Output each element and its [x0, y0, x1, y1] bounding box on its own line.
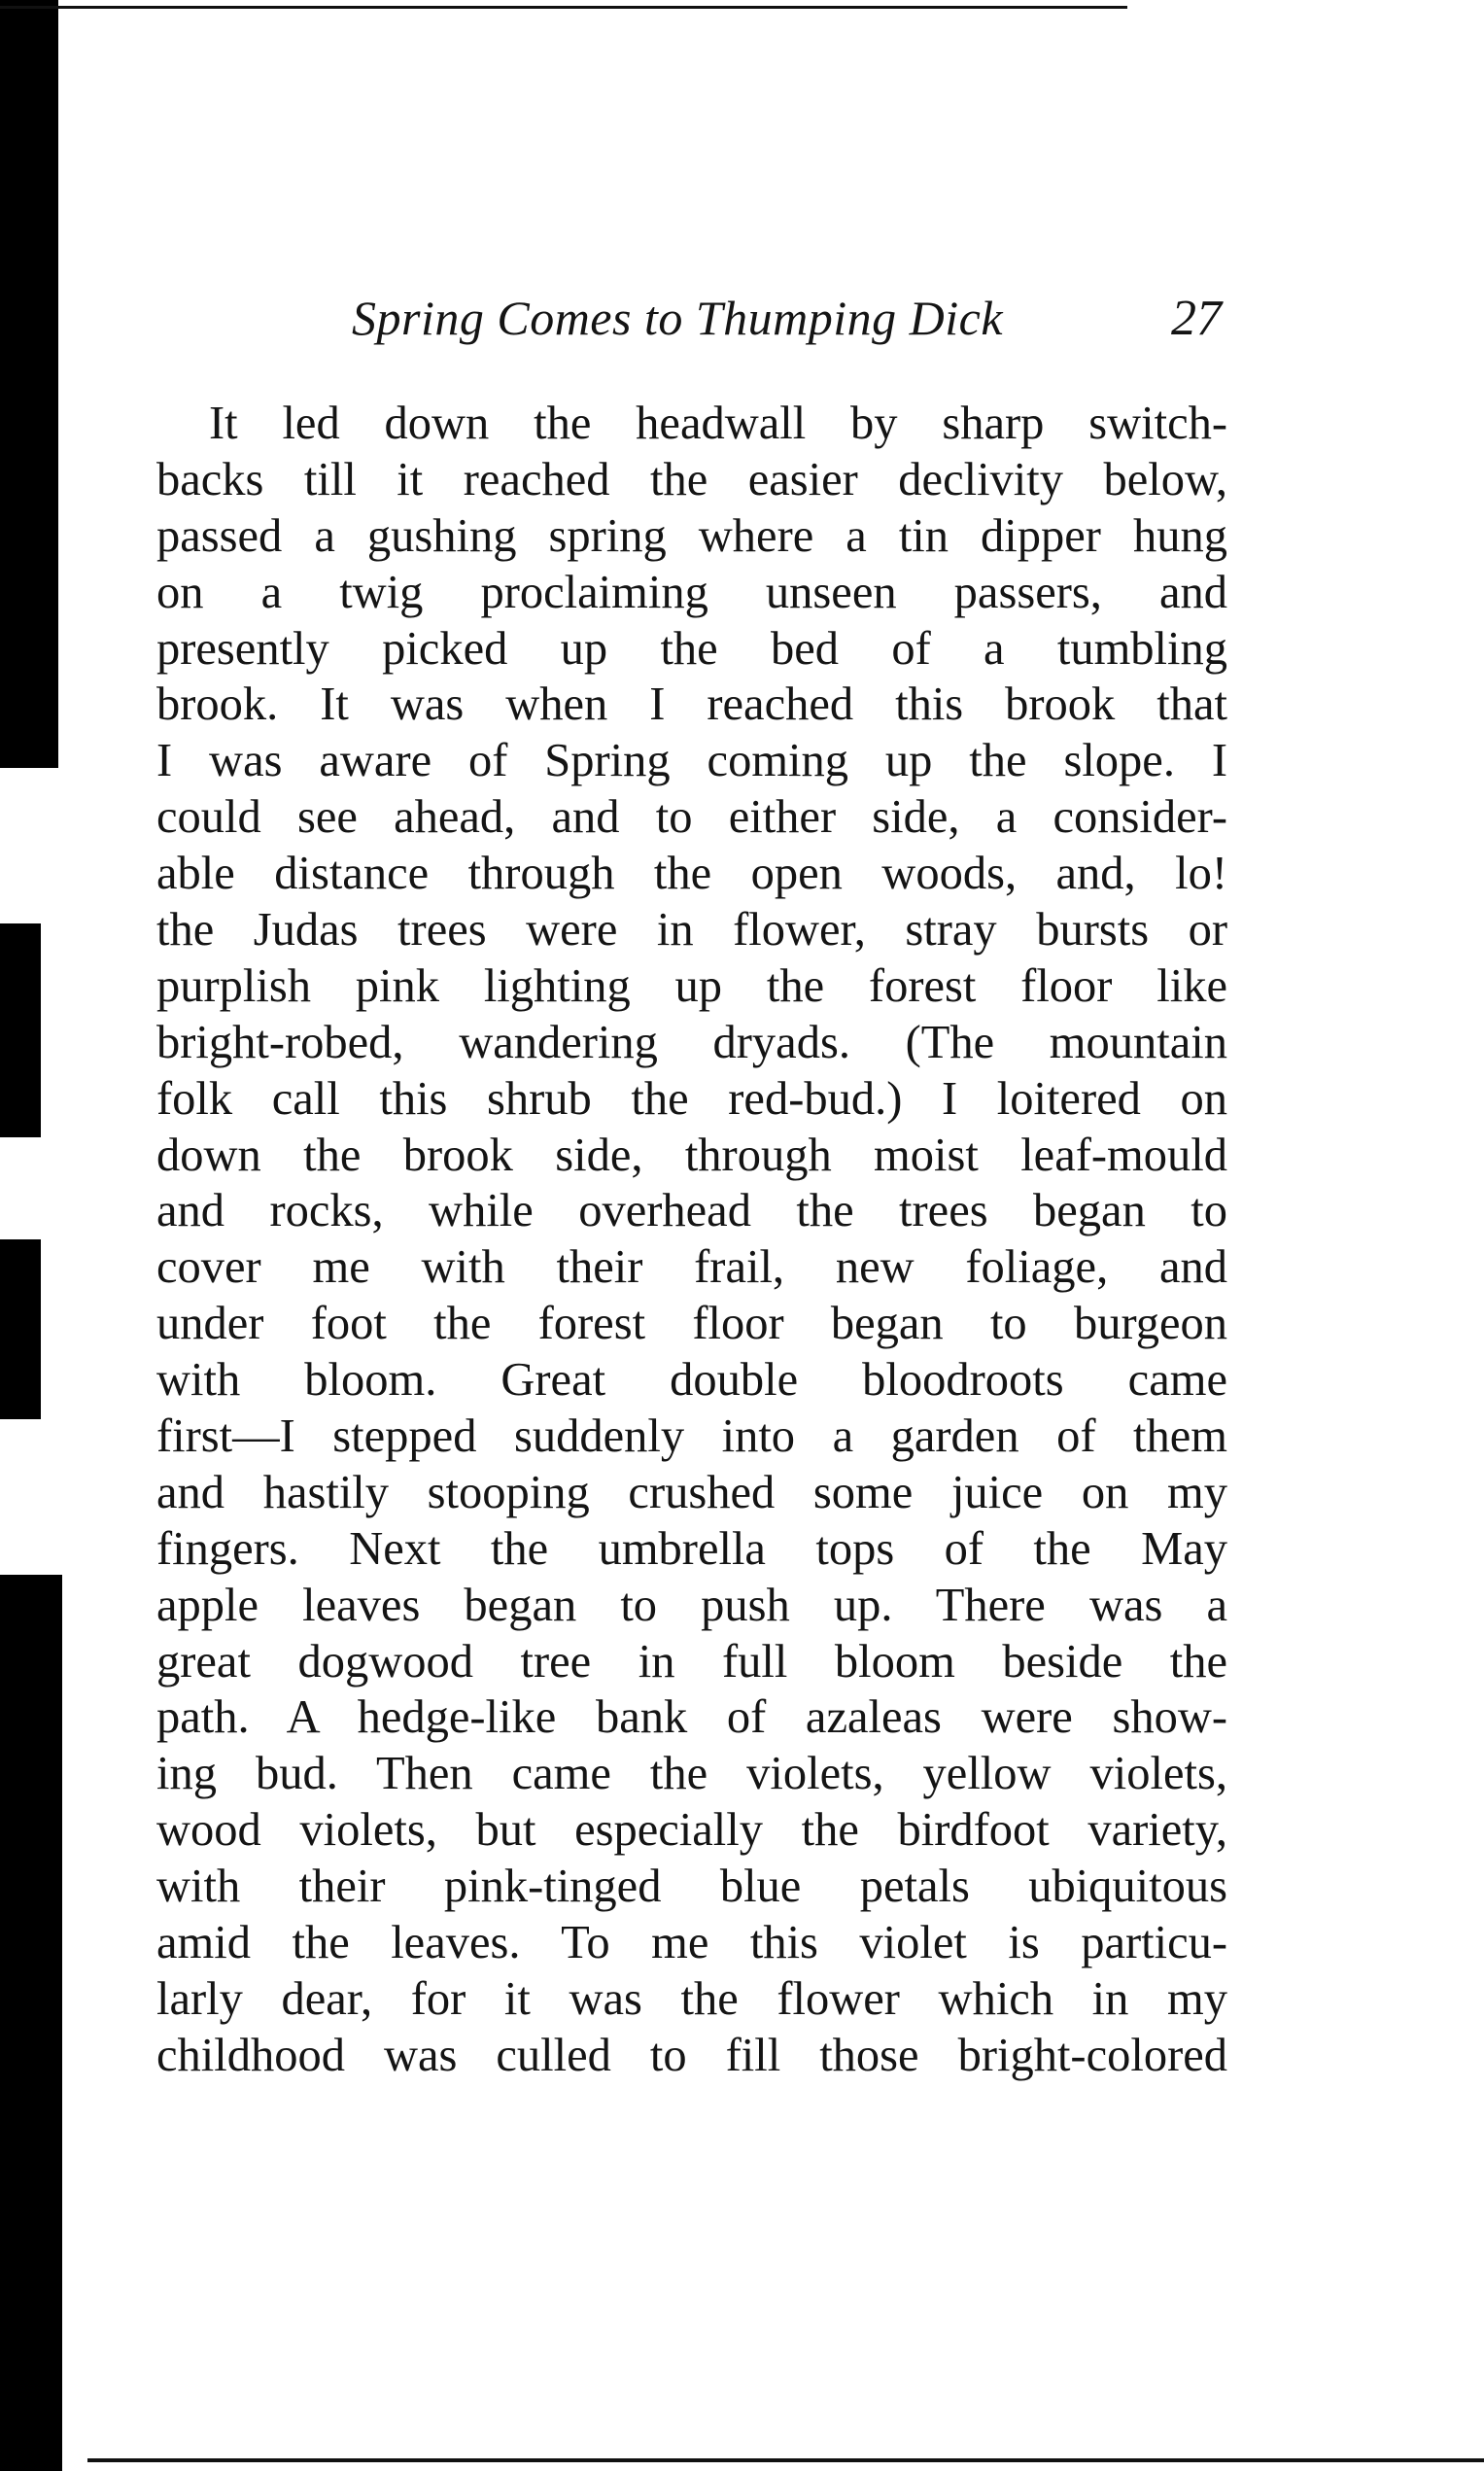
text-line: and hastily stooping crushed some juice on my [156, 1466, 1227, 1518]
text-line: It led down the headwall by sharp switch- [209, 398, 1227, 449]
text-line: path. A hedge-like bank of azaleas were show- [156, 1691, 1227, 1744]
text-line: larly dear, for it was the flower which in my [156, 1972, 1227, 2025]
text-line: with bloom. Great double bloodroots came [156, 1354, 1227, 1407]
text-line: and rocks, while overhead the trees began to [156, 1185, 1227, 1237]
text-line: first—I stepped suddenly into a garden of them [156, 1410, 1227, 1463]
binding-shadow-lower [0, 1239, 41, 1419]
text-line: down the brook side, through moist leaf-mould [156, 1129, 1227, 1181]
text-line: I was aware of Spring coming up the slope. I [156, 735, 1227, 787]
text-line: apple leaves began to push up. There was a [156, 1579, 1227, 1631]
binding-shadow-bottom [0, 1575, 62, 2471]
text-line: on a twig proclaiming unseen passers, and [156, 566, 1227, 618]
page-header [352, 290, 1226, 367]
text-line: under foot the forest floor began to burgeon [156, 1298, 1227, 1350]
text-line: able distance through the open woods, and, lo! [156, 848, 1227, 900]
page-number: 27 [1171, 291, 1222, 346]
text-line: bright-robed, wandering dryads. (The mountain [156, 1016, 1227, 1068]
text-line: childhood was culled to fill those bright-colored [156, 2029, 1227, 2081]
text-line: could see ahead, and to either side, a consider- [156, 791, 1227, 844]
text-line: cover me with their frail, new foliage, and [156, 1241, 1227, 1294]
text-line: backs till it reached the easier declivity below, [156, 453, 1227, 505]
text-line: wood violets, but especially the birdfoot variety, [156, 1804, 1227, 1857]
scan-top-rule [0, 6, 1127, 9]
text-line: amid the leaves. To me this violet is particu- [156, 1917, 1227, 1969]
text-line: fingers. Next the umbrella tops of the May [156, 1522, 1227, 1575]
text-line: ing bud. Then came the violets, yellow violets, [156, 1748, 1227, 1800]
text-line: brook. It was when I reached this brook that [156, 679, 1227, 731]
text-line: the Judas trees were in flower, stray bursts or [156, 904, 1227, 957]
text-line: passed a gushing spring where a tin dipper hung [156, 509, 1227, 562]
binding-shadow-top [0, 0, 58, 768]
text-line: folk call this shrub the red-bud.) I loitered on [156, 1072, 1227, 1125]
text-line: purplish pink lighting up the forest floor like [156, 959, 1227, 1012]
text-line: with their pink-tinged blue petals ubiquitous [156, 1861, 1227, 1913]
running-title: Spring Comes to Thumping Dick [352, 291, 1004, 345]
text-line: great dogwood tree in full bloom beside the [156, 1635, 1227, 1688]
body-paragraph [156, 396, 1227, 2084]
scan-bottom-rule [87, 2458, 1484, 2462]
text-line: presently picked up the bed of a tumbling [156, 622, 1227, 675]
binding-shadow-middle [0, 923, 41, 1137]
